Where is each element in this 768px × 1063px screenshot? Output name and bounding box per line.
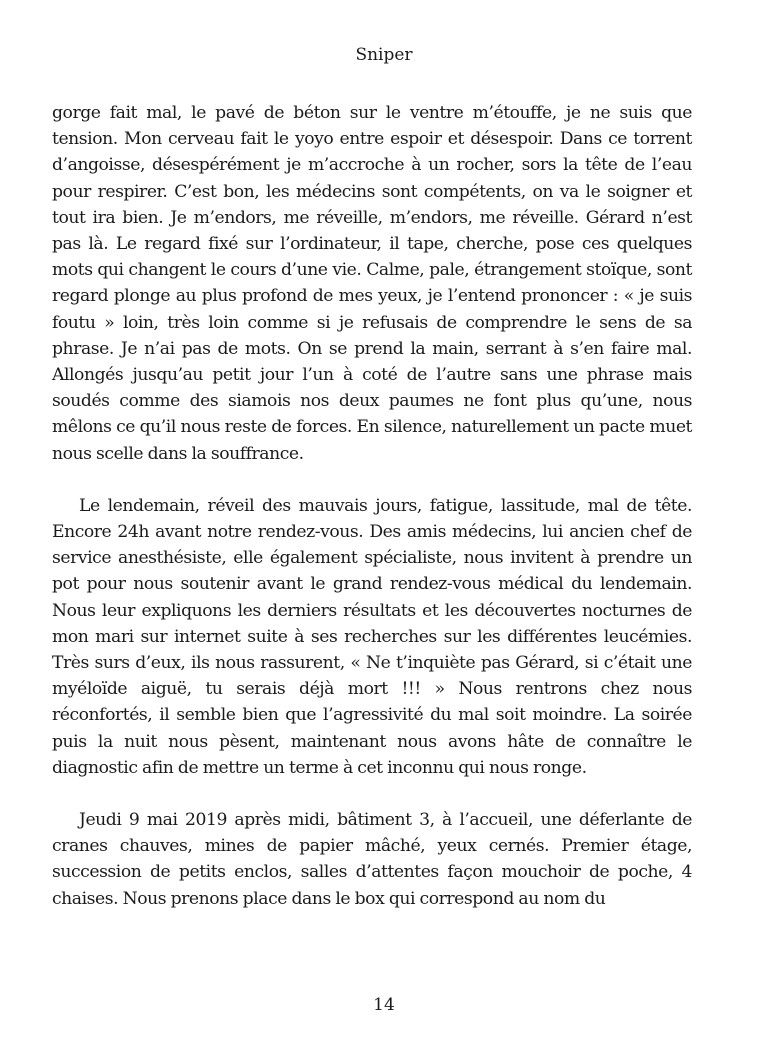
running-header-title: Sniper — [355, 45, 413, 65]
paragraph-lendemain: Le lendemain, réveil des mauvais jours, fatigue, lassitude, mal de tête. Encore 24h avant notre rendez-vous. Des amis médecins, lui ancien chef de service anesthésiste, elle également spécialiste, nous invitent à prendre un pot pour nous soutenir avant le grand rendez-vous médical du lendemain. Nous leur expliquons les derniers résultats et les découvertes nocturnes de mon mari sur internet suite à ses recherches sur les différentes leucémies. Très surs d’eux, ils nous rassurent, « Ne t’inquiète pas Gérard, si c’était une myéloïde aiguë, tu serais déjà mort !!! » Nous rentrons chez nous réconfortés, il semble bien que l’agressivité du mal soit moindre. La soirée puis la nuit nous pèsent, maintenant nous avons hâte de connaître le diagnostic afin de mettre un terme à cet inconnu qui nous ronge. — [52, 495, 692, 778]
paragraph-continued: gorge fait mal, le pavé de béton sur le ventre m’étouffe, je ne suis que tension. Mon cerveau fait le yoyo entre espoir et désespoir. Dans ce torrent d’angoisse, désespérément je m’accroche à un rocher, sors la tête de l’eau pour respirer. C’est bon, les médecins sont compétents, on va le soigner et tout ira bien. Je m’endors, me réveille, m’endors, me réveille. Gérard n’est pas là. Le regard fixé sur l’ordinateur, il tape, cherche, pose ces quelques mots qui changent le cours d’une vie. Calme, pale, étrangement stoïque, sont regard plonge au plus profond de mes yeux, je l’entend prononcer : « je suis foutu » loin, très loin comme si je refusais de comprendre le sens de sa phrase. Je n’ai pas de mots. On se prend la main, serrant à s’en faire mal. Allongés jusqu’au petit jour l’un à coté de l’autre sans une phrase mais soudés comme des siamois nos deux paumes ne font plus qu’une, nous mêlons ce qu’il nous reste de forces. En silence, naturellement un pacte muet nous scelle dans la souffrance. — [52, 103, 692, 464]
paragraph-spacer — [52, 781, 692, 807]
paragraph-spacer — [52, 467, 692, 493]
paragraph-jeudi: Jeudi 9 mai 2019 après midi, bâtiment 3, à l’accueil, une déferlante de cranes chauves, mines de papier mâché, yeux cernés. Premier étage, succession de petits enclos, salles d’attentes façon mouchoir de poche, 4 chaises. Nous prenons place dans le box qui correspond au nom du — [52, 810, 692, 909]
page-number: 14 — [373, 995, 395, 1015]
body-text — [52, 100, 692, 912]
